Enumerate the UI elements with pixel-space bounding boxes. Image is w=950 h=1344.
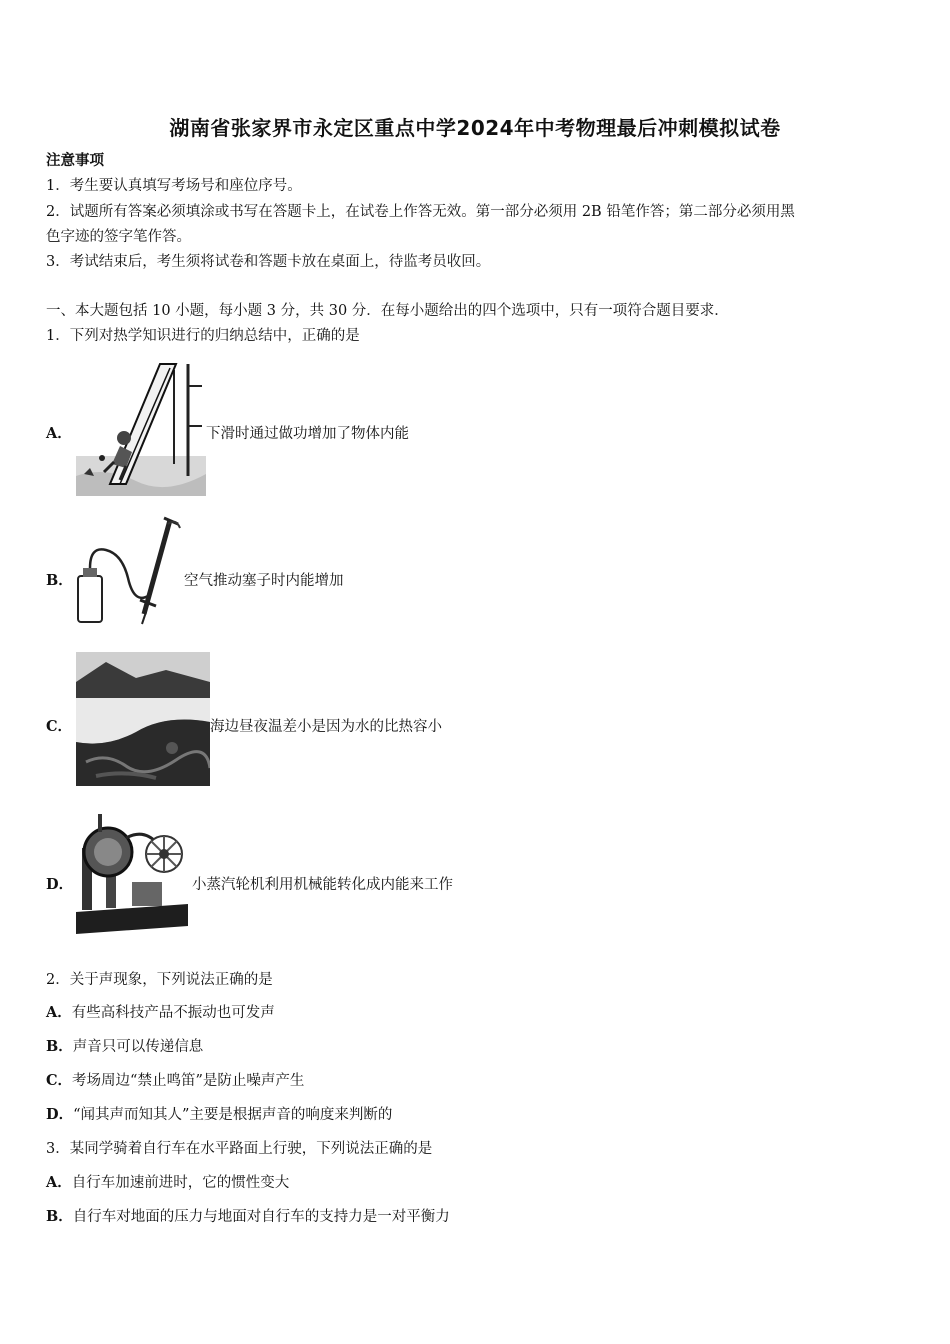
option-text: 小蒸汽轮机利用机械能转化成内能来工作: [192, 877, 453, 893]
notice-heading: 注意事项: [46, 152, 104, 169]
option-text: 考场周边“禁止鸣笛”是防止噪声产生: [72, 1073, 305, 1089]
option-row: [46, 1036, 203, 1058]
option-text: 自行车对地面的压力与地面对自行车的支持力是一对平衡力: [72, 1209, 450, 1225]
option-label: A．: [46, 1004, 72, 1021]
slide-image: [76, 356, 206, 496]
option-label: A．: [46, 425, 72, 442]
option-text: “闻其声而知其人”主要是根据声音的响度来判断的: [73, 1107, 393, 1123]
pump-bottle-image: [72, 516, 184, 628]
notice-item: 1．考生要认真填写考场号和座位序号。: [46, 178, 302, 194]
option-row: [46, 1172, 289, 1194]
option-row: [46, 1104, 392, 1126]
option-text: 下滑时通过做功增加了物体内能: [206, 426, 409, 442]
notice-item: 2．试题所有答案必须填涂或书写在答题卡上，在试卷上作答无效。第一部分必须用 2B 铅笔作答；第二部分必须用黑: [46, 204, 795, 220]
option-text: 自行车加速前进时，它的惯性变大: [71, 1175, 290, 1191]
option-label: A．: [46, 1174, 72, 1191]
question-stem: 2．关于声现象，下列说法正确的是: [46, 972, 273, 988]
option-row: [46, 1002, 275, 1024]
section-heading: 一、本大题包括 10 小题，每小题 3 分，共 30 分．在每小题给出的四个选项中，只有一项符合题目要求．: [46, 303, 729, 319]
seaside-image: [76, 652, 210, 786]
option-text: 空气推动塞子时内能增加: [184, 573, 344, 589]
option-label: D．: [46, 876, 74, 893]
option-text: 声音只可以传递信息: [72, 1039, 204, 1055]
option-row: [46, 1206, 450, 1228]
question-stem: 1．下列对热学知识进行的归纳总结中，正确的是: [46, 328, 360, 344]
option-row: [46, 1070, 304, 1092]
page-title: 湖南省张家界市永定区重点中学2024年中考物理最后冲刺模拟试卷: [169, 116, 781, 140]
option-text: 有些高科技产品不振动也可发声: [71, 1005, 275, 1021]
option-label: B．: [46, 572, 73, 589]
option-label: B．: [46, 1038, 73, 1055]
option-label: C．: [46, 1072, 73, 1089]
notice-item: 3．考试结束后，考生须将试卷和答题卡放在桌面上，待监考员收回。: [46, 254, 491, 270]
steam-turbine-image: [72, 808, 192, 936]
option-label: C．: [46, 718, 73, 735]
question-stem: 3．某同学骑着自行车在水平路面上行驶，下列说法正确的是: [46, 1141, 433, 1157]
option-label: D．: [46, 1106, 74, 1123]
notice-item: 色字迹的签字笔作答。: [46, 229, 191, 245]
option-label: B．: [46, 1208, 73, 1225]
option-text: 海边昼夜温差小是因为水的比热容小: [210, 719, 442, 735]
